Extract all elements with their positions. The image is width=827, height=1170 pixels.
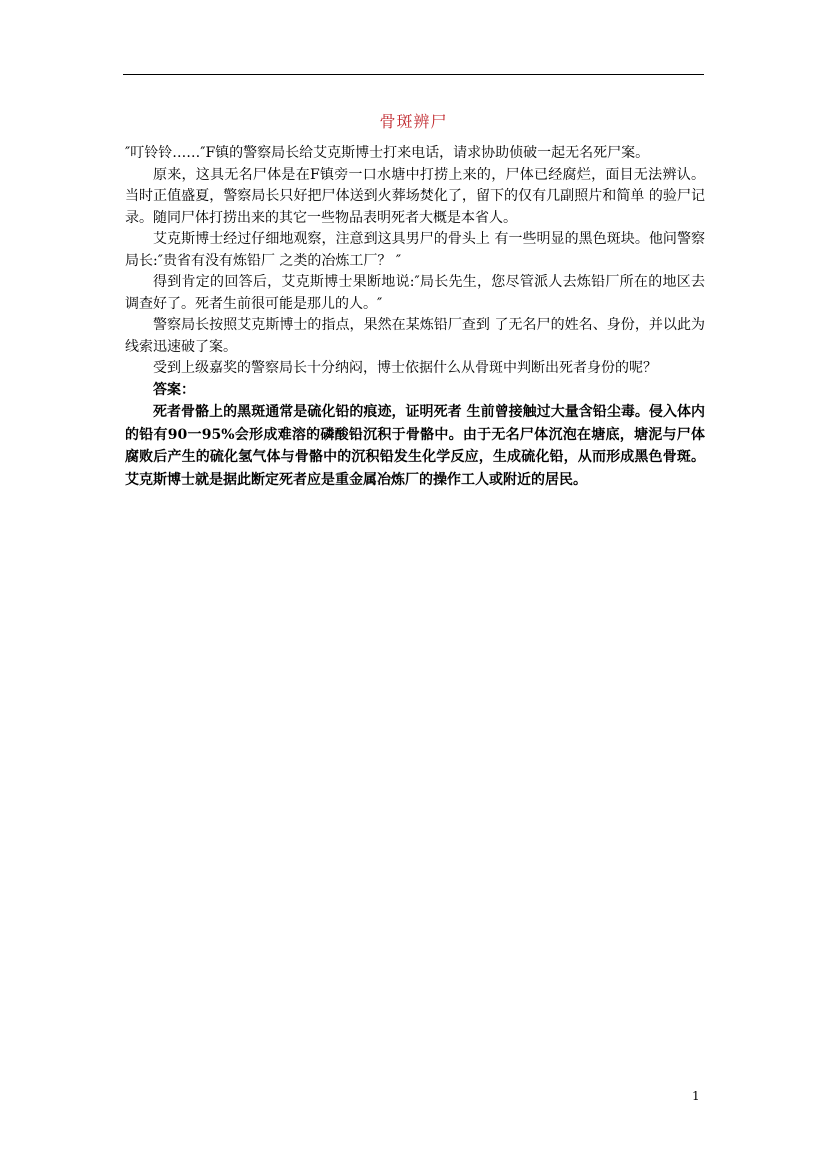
document-body — [125, 143, 705, 491]
paragraph-3: 艾克斯博士经过仔细地观察，注意到这具男尸的骨头上 有一些明显的黑色斑块。他问警察局长:″贵省有没有炼铅厂 之类的冶炼工厂？ ″ — [125, 231, 705, 269]
page-number: 1 — [692, 1089, 700, 1103]
paragraph-1: ″叮铃铃……″F镇的警察局长给艾克斯博士打来电话，请求协助侦破一起无名死尸案。 — [125, 145, 650, 161]
paragraph-4: 得到肯定的回答后，艾克斯博士果断地说:″局长先生，您尽管派人去炼铅厂所在的地区去调查好了。死者生前很可能是那儿的人。″ — [125, 274, 705, 312]
paragraph-5: 警察局长按照艾克斯博士的指点，果然在某炼铅厂查到 了无名尸的姓名、身份，并以此为线索迅速破了案。 — [125, 317, 705, 355]
paragraph-6: 受到上级嘉奖的警察局长十分纳闷，博士依据什么从骨斑中判断出死者身份的呢？ — [153, 360, 657, 376]
header-rule — [123, 74, 704, 75]
answer-label: 答案： — [153, 381, 195, 398]
document-title: 骨斑辨尸 — [379, 112, 448, 131]
answer-text: 死者骨骼上的黑斑通常是硫化铅的痕迹，证明死者 生前曾接触过大量含铅尘毒。侵入体内的铅有90一95%会形成难溶的磷酸铅沉积于骨骼中。由于无名尸体沉泡在塘底，塘泥与尸体腐败后产生的硫化氢气体与骨骼中的沉积铅发生化学反应，生成硫化铅，从而形成黑色骨斑。艾克斯博士就是据此断定死者应是重金属冶炼厂的操作工人或附近的居民。 — [125, 404, 705, 488]
paragraph-2: 原来，这具无名尸体是在F镇旁一口水塘中打捞上来的，尸体已经腐烂，面目无法辨认。当时正值盛夏，警察局长只好把尸体送到火葬场焚化了，留下的仅有几副照片和简单 的验尸记录。随同尸体打捞出来的其它一些物品表明死者大概是本省人。 — [125, 166, 705, 226]
